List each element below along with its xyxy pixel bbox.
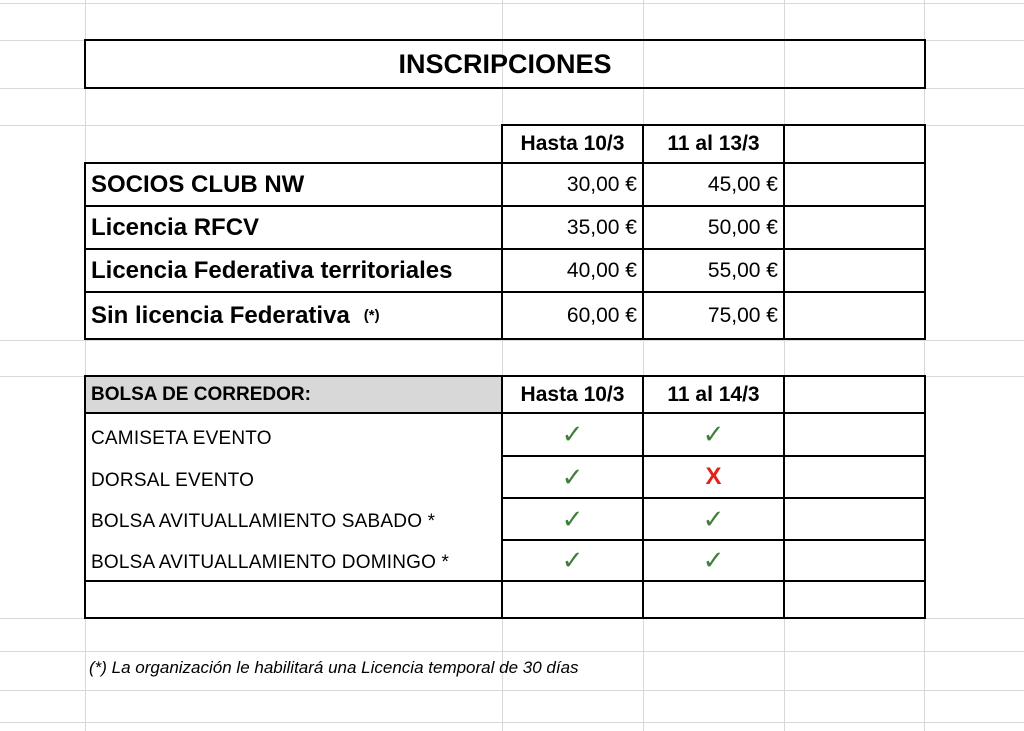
bolsa-item-label: DORSAL EVENTO (91, 470, 255, 491)
price-cell: 75,00 € (707, 303, 778, 327)
price-cell: 55,00 € (707, 258, 778, 282)
price-cell: 60,00 € (566, 303, 637, 327)
cross-icon: X (705, 463, 722, 490)
price-cell: 40,00 € (566, 258, 637, 282)
price-row-label: Licencia Federativa territoriales (91, 256, 453, 284)
bolsa-col1-header: Hasta 10/3 (520, 382, 625, 406)
price-col1-header: Hasta 10/3 (520, 132, 625, 155)
check-icon: ✓ (561, 419, 584, 449)
check-icon: ✓ (702, 545, 725, 575)
price-col2-header: 11 al 13/3 (667, 132, 760, 155)
price-row-label: SOCIOS CLUB NW (91, 170, 305, 198)
price-cell: 50,00 € (707, 215, 778, 239)
price-row-note: (*) (363, 307, 380, 324)
check-icon: ✓ (561, 461, 584, 492)
footnote: (*) La organización le habilitará una Licencia temporal de 30 días (89, 658, 579, 677)
price-cell: 45,00 € (707, 172, 778, 196)
page-title: INSCRIPCIONES (398, 48, 612, 79)
check-icon: ✓ (561, 503, 584, 534)
price-cell: 35,00 € (566, 215, 637, 239)
check-icon: ✓ (702, 503, 725, 534)
check-icon: ✓ (561, 545, 584, 575)
price-cell: 30,00 € (566, 172, 637, 196)
price-row-label: Licencia RFCV (91, 213, 260, 241)
bolsa-item-label: CAMISETA EVENTO (91, 428, 272, 449)
bolsa-header: BOLSA DE CORREDOR: (86, 377, 501, 413)
price-row-label-with-note (86, 293, 501, 338)
bolsa-item-label: BOLSA AVITUALLAMIENTO SABADO * (91, 511, 436, 532)
bolsa-item-label: BOLSA AVITUALLAMIENTO DOMINGO * (91, 552, 450, 573)
check-icon: ✓ (702, 419, 725, 449)
bolsa-col2-header: 11 al 14/3 (667, 382, 760, 406)
price-row-label: Sin licencia Federativa (91, 301, 350, 329)
